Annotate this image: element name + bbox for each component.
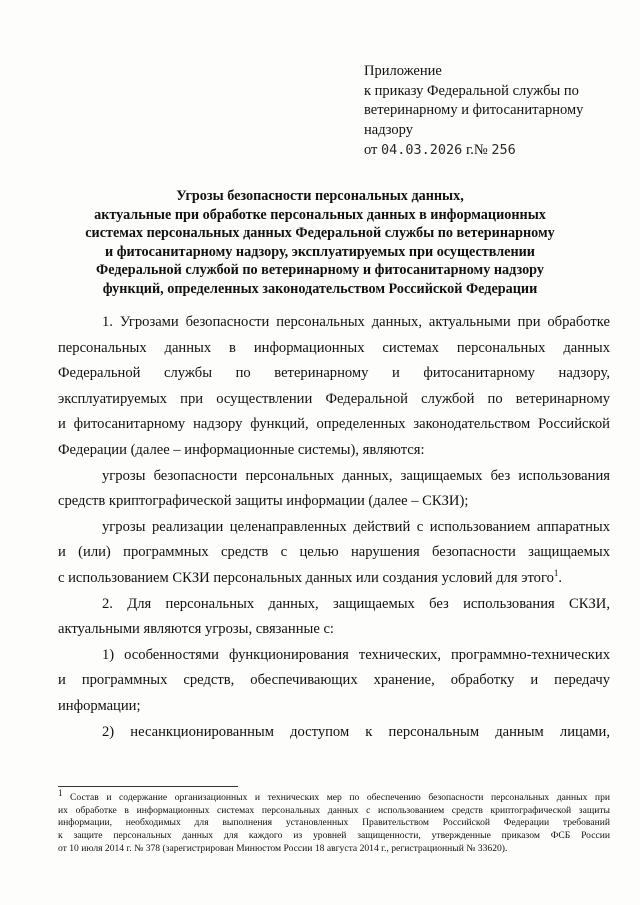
date-suffix: г. — [465, 142, 474, 158]
document-title — [60, 187, 580, 298]
body-line: средств криптографической защиты информации (далее – СКЗИ); — [58, 493, 469, 510]
body-line: и программных средств, обеспечивающих хранение, обработку и передачу — [58, 672, 610, 689]
footnote-line-first — [58, 787, 610, 805]
order-date: 04.03.2026 — [381, 142, 463, 158]
title-line: системах персональных данных Федеральной службы по ветеринарному — [85, 225, 555, 241]
footnote-line: к защите персональных данных для каждого из уровней защищенности, утвержденные приказом ФСБ России — [58, 830, 610, 842]
body-line: информации; — [58, 697, 141, 714]
title-line: и фитосанитарному надзору, эксплуатируемых при осуществлении — [105, 243, 535, 260]
body-line: эксплуатируемых при осуществлении Федеральной службой по ветеринарному — [58, 390, 610, 407]
body-line-last — [58, 566, 610, 592]
paragraph-3 — [58, 515, 610, 592]
paragraph-6 — [58, 720, 610, 746]
body-line: 2. Для персональных данных, защищаемых без использования СКЗИ, — [102, 595, 610, 612]
footnote-mark: 1 — [58, 787, 63, 798]
annex-header — [364, 62, 614, 161]
number-sign: № — [473, 142, 488, 158]
body-line: и фитосанитарному надзору функций, определенных законодательством Российской — [58, 416, 610, 433]
body-line: 1. Угрозами безопасности персональных данных, актуальными при обработке — [102, 314, 610, 330]
paragraph-1 — [58, 310, 610, 464]
footnote-line: информации, необходимых для выполнения установленных Правительством Российской Федерации требований — [58, 817, 610, 829]
title-line: Федеральной службой по ветеринарному и фитосанитарному надзору — [96, 262, 544, 278]
document-body — [58, 310, 610, 745]
annex-order-ref-3: надзору — [364, 121, 413, 138]
footnote-line: их обработке в информационных системах персональных данных с использованием средств криптографической защиты — [58, 804, 610, 816]
body-line: 1) особенностями функционирования технических, программно-технических — [102, 646, 610, 663]
annex-date-line — [364, 141, 614, 161]
body-line: и (или) программных средств с целью нарушения безопасности защищаемых — [58, 544, 610, 561]
title-line: актуальные при обработке персональных данных в информационных — [94, 206, 546, 223]
body-line: персональных данных в информационных системах персональных данных — [58, 339, 610, 356]
title-line: функций, определенных законодательством Российской Федерации — [102, 280, 538, 297]
annex-order-ref-2: ветеринарному и фитосанитарному — [364, 102, 584, 118]
title-line: Угрозы безопасности персональных данных, — [176, 188, 464, 204]
body-line: 2) несанкционированным доступом к персональным данным лицами, — [102, 723, 610, 740]
body-line: Федеральной службы по ветеринарному и фитосанитарному надзору, — [58, 365, 610, 382]
body-line: угрозы реализации целенаправленных действий с использованием аппаратных — [102, 518, 610, 535]
body-line: угрозы безопасности персональных данных, защищаемых без использования — [102, 467, 610, 484]
sentence-end: . — [558, 569, 563, 586]
footnote — [58, 787, 610, 856]
paragraph-5 — [58, 643, 610, 720]
footnote-text: Состав и содержание организационных и технических мер по обеспечению безопасности персональных данных при — [62, 792, 610, 803]
body-line-text: с использованием СКЗИ персональных данных или создания условий для этого — [58, 569, 554, 586]
date-prefix: от — [364, 142, 378, 158]
footnote-divider — [58, 786, 238, 787]
body-line: Федерации (далее – информационные системы), являются: — [58, 441, 425, 458]
annex-label: Приложение — [364, 63, 442, 79]
paragraph-4 — [58, 592, 610, 643]
footnote-reference: 1 — [553, 568, 559, 579]
body-line: актуальными являются угрозы, связанные с: — [58, 621, 334, 638]
annex-order-ref: к приказу Федеральной службы по — [364, 82, 579, 99]
footnote-line: от 10 июля 2014 г. № 378 (зарегистрирован Минюстом России 18 августа 2014 г., регистрационный № 33620). — [58, 842, 508, 854]
paragraph-2 — [58, 464, 610, 515]
order-number: 256 — [491, 142, 516, 158]
